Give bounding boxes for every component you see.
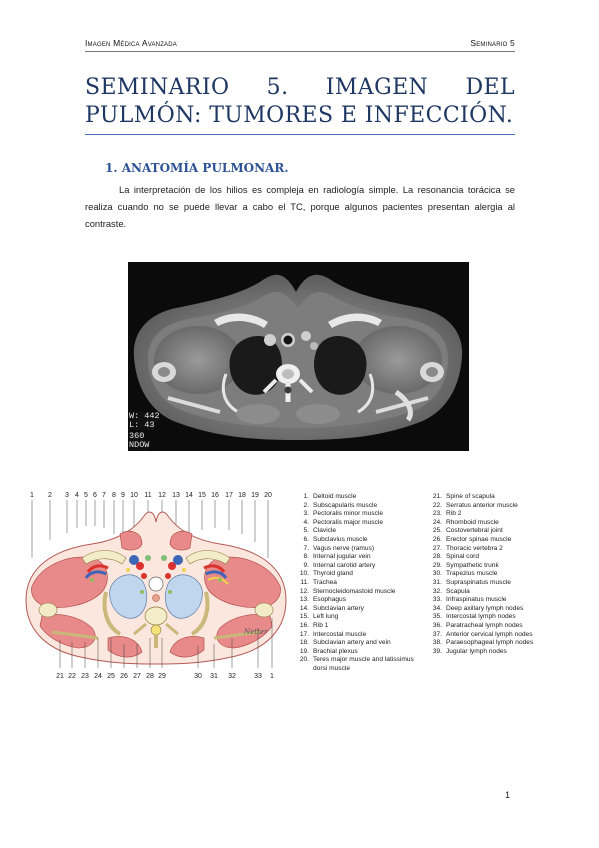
legend-item-number: 10. — [299, 570, 309, 578]
legend-item-number: 21. — [432, 493, 442, 500]
legend-item-text: Esophagus — [313, 596, 346, 604]
diagram-label-top: 18 — [238, 492, 246, 499]
diagram-label-top: 6 — [93, 492, 97, 499]
legend-item — [298, 631, 428, 640]
legend-item-number: 1. — [303, 493, 309, 500]
legend-item-number: 25. — [432, 527, 442, 535]
legend-item — [298, 519, 428, 528]
diagram-label-top: 4 — [75, 492, 79, 499]
legend-item-text: Left lung — [313, 613, 339, 621]
legend-item-number: 18. — [299, 639, 309, 647]
legend-item-text: Subscapularis muscle — [313, 501, 378, 509]
diagram-label-bottom: 31 — [210, 673, 218, 680]
legend-item — [298, 579, 428, 588]
legend-item — [431, 639, 571, 648]
legend-item-text: Subclavius muscle — [313, 535, 368, 543]
legend-item-number: 9. — [303, 561, 309, 569]
legend-item-number: 30. — [432, 570, 442, 578]
diagram-label-bottom: 30 — [194, 673, 202, 680]
diagram-label-top: 20 — [264, 492, 272, 499]
diagram-label-bottom: 26 — [120, 673, 128, 680]
legend-item — [298, 622, 428, 631]
legend-item-number: 39. — [432, 647, 442, 655]
legend-item-number: 26. — [432, 535, 442, 543]
legend-item-text: Paraesophageal lymph nodes — [446, 639, 534, 647]
legend-item-number: 27. — [432, 544, 442, 552]
diagram-label-top: 14 — [185, 492, 193, 499]
header-course-title: Imagen Médica Avanzada — [85, 38, 177, 48]
diagram-label-top: 11 — [144, 492, 152, 499]
section-heading — [105, 161, 289, 175]
legend-item-number: 7. — [303, 544, 309, 552]
legend-column-2 — [431, 493, 571, 656]
legend-item — [431, 579, 571, 588]
legend-item-text: Scapula — [446, 587, 470, 595]
legend-item — [431, 493, 571, 502]
legend-item — [298, 613, 428, 622]
netter-signature: Netter — [244, 628, 268, 636]
diagram-label-top: 9 — [121, 492, 125, 499]
legend-item-text: Brachial plexus — [313, 647, 358, 655]
legend-item-number: 17. — [299, 630, 309, 638]
legend-item — [431, 536, 571, 545]
diagram-label-bottom: 22 — [68, 673, 76, 680]
legend-item — [431, 613, 571, 622]
legend-item — [431, 502, 571, 511]
ct-scan-image — [128, 262, 469, 451]
legend-item-number: 4. — [303, 518, 309, 526]
legend-item-number: 38. — [432, 639, 442, 647]
legend-item — [298, 510, 428, 519]
legend-item-text: Trachea — [313, 578, 337, 586]
diagram-label-bottom: 29 — [158, 673, 166, 680]
legend-item-number: 36. — [432, 621, 442, 629]
ct-window-width: W: 442 — [129, 411, 160, 421]
legend-item-number: 20. — [299, 656, 309, 664]
diagram-label-top: 10 — [130, 492, 138, 499]
title-underline — [85, 134, 515, 135]
legend-item-number: 5. — [303, 527, 309, 535]
legend-item-text: Thoracic vertebra 2 — [446, 544, 503, 552]
legend-item — [298, 545, 428, 554]
diagram-label-top: 13 — [172, 492, 180, 499]
legend-item-number: 32. — [432, 587, 442, 595]
legend-item — [431, 648, 571, 657]
legend-item-text: Intercostal lymph nodes — [446, 613, 516, 621]
legend-item-text: Subclavian artery — [313, 604, 364, 612]
legend-item — [431, 519, 571, 528]
ct-window-level: L: 43 — [129, 420, 155, 430]
legend-item-text: Teres major muscle and latissimus dorsi muscle — [313, 656, 414, 672]
legend-item-text: Pectoralis minor muscle — [313, 510, 383, 518]
diagram-label-top: 19 — [251, 492, 259, 499]
legend-item-text: Vagus nerve (ramus) — [313, 544, 375, 552]
legend-item-text: Clavicle — [313, 527, 337, 535]
diagram-label-bottom: 33 — [254, 673, 262, 680]
diagram-label-top: 7 — [102, 492, 106, 499]
diagram-label-bottom: 23 — [81, 673, 89, 680]
legend-item — [431, 570, 571, 579]
legend-item-text: Anterior cervical lymph nodes — [446, 630, 533, 638]
page-number: 1 — [505, 790, 511, 800]
diagram-label-top: 5 — [84, 492, 88, 499]
body-paragraph: La interpretación de los hilios es compleja en radiología simple. La resonancia torácica se realiza cuando no se puede llevar a cabo el TC, porque algunos pacientes presentan alergia al contraste. — [85, 184, 515, 229]
diagram-label-top: 2 — [48, 492, 52, 499]
diagram-label-top: 1 — [30, 492, 34, 499]
legend-item-number: 19. — [299, 647, 309, 655]
legend-item-number: 11. — [300, 578, 309, 586]
legend-item — [431, 562, 571, 571]
legend-item-number: 3. — [303, 510, 309, 518]
legend-item-text: Rhomboid muscle — [446, 518, 499, 526]
legend-item-number: 24. — [432, 518, 442, 526]
legend-item — [431, 631, 571, 640]
legend-item-number: 12. — [299, 587, 309, 595]
diagram-label-bottom: 24 — [94, 673, 102, 680]
legend-item-number: 8. — [303, 553, 309, 561]
legend-item-text: Paratracheal lymph nodes — [446, 621, 523, 629]
section-title: ANATOMÍA PULMONAR. — [121, 161, 289, 175]
header-seminar: Seminario 5 — [470, 38, 515, 48]
legend-item-number: 13. — [299, 596, 309, 604]
legend-item — [431, 596, 571, 605]
legend-item — [431, 622, 571, 631]
legend-item-number: 34. — [432, 604, 442, 612]
legend-item-number: 37. — [432, 630, 442, 638]
legend-item — [431, 510, 571, 519]
ct-scan-drawing — [128, 262, 469, 451]
legend-item-number: 28. — [432, 553, 442, 561]
legend-item — [298, 562, 428, 571]
legend-item — [431, 545, 571, 554]
legend-item-number: 2. — [303, 501, 309, 509]
legend-item-text: Rib 2 — [446, 510, 462, 518]
legend-item-text: Infraspinatus muscle — [446, 596, 507, 604]
diagram-label-bottom: 21 — [56, 673, 64, 680]
legend-item-text: Jugular lymph nodes — [446, 647, 507, 655]
legend-item-text: Intercostal muscle — [313, 630, 367, 638]
legend-item — [431, 527, 571, 536]
legend-item — [298, 527, 428, 536]
legend-item-number: 22. — [432, 501, 442, 509]
diagram-label-top: 17 — [225, 492, 233, 499]
legend-item-number: 33. — [432, 596, 442, 604]
legend-item — [298, 596, 428, 605]
legend-item — [298, 656, 428, 673]
diagram-label-top: 12 — [158, 492, 166, 499]
legend-item-text: Deep axillary lymph nodes — [446, 604, 524, 612]
legend-item-text: Erector spinae muscle — [446, 535, 512, 543]
legend-item-number: 6. — [303, 535, 309, 543]
ct-slice-info: 360 — [129, 431, 145, 441]
legend-item-number: 31. — [432, 578, 442, 586]
legend-item — [298, 639, 428, 648]
legend-item — [298, 493, 428, 502]
legend-item-number: 29. — [432, 561, 442, 569]
legend-item — [298, 536, 428, 545]
legend-item — [298, 648, 428, 657]
legend-item — [431, 605, 571, 614]
legend-item-text: Costovertebral joint — [446, 527, 503, 535]
legend-item — [298, 502, 428, 511]
diagram-label-bottom: 25 — [107, 673, 115, 680]
section-number: 1. — [105, 161, 118, 175]
header-divider — [85, 51, 515, 52]
legend-item — [431, 553, 571, 562]
diagram-label-top: 15 — [198, 492, 206, 499]
legend-item-text: Sternocleidomastoid muscle — [313, 587, 396, 595]
legend-item-text: Sympathetic trunk — [446, 561, 499, 569]
legend-item-text: Spine of scapula — [446, 493, 495, 500]
legend-item-number: 15. — [299, 613, 309, 621]
legend-item — [298, 588, 428, 597]
legend-item-text: Subclavian artery and vein — [313, 639, 391, 647]
diagram-label-bottom: 27 — [133, 673, 141, 680]
legend-item-text: Deltoid muscle — [313, 493, 357, 500]
legend-item-number: 16. — [299, 621, 309, 629]
legend-item — [431, 588, 571, 597]
legend-item-text: Serratus anterior muscle — [446, 501, 518, 509]
anatomy-cross-section — [22, 488, 290, 684]
document-title: SEMINARIO 5. IMAGEN DEL PULMÓN: TUMORES E INFECCIÓN. — [85, 75, 515, 128]
legend-item-text: Internal jugular vein — [313, 553, 371, 561]
legend-item-number: 14. — [299, 604, 309, 612]
diagram-label-top: 16 — [211, 492, 219, 499]
anatomy-diagram — [22, 488, 290, 684]
ct-window-label: NDOW — [129, 440, 150, 450]
legend-item-text: Trapezius muscle — [446, 570, 498, 578]
diagram-label-top: 3 — [65, 492, 69, 499]
legend-item-number: 23. — [432, 510, 442, 518]
legend-item-text: Internal carotid artery — [313, 561, 376, 569]
legend-item-text: Spinal cord — [446, 553, 479, 561]
legend-column-1 — [298, 493, 428, 673]
legend-item — [298, 553, 428, 562]
diagram-label-top: 8 — [112, 492, 116, 499]
legend-item-text: Thyroid gland — [313, 570, 353, 578]
diagram-label-bottom: 32 — [228, 673, 236, 680]
legend-item — [298, 605, 428, 614]
legend-item-text: Rib 1 — [313, 621, 329, 629]
legend-item-number: 35. — [432, 613, 442, 621]
legend-item-text: Pectoralis major muscle — [313, 518, 383, 526]
legend-item — [298, 570, 428, 579]
legend-item-text: Supraspinatus muscle — [446, 578, 511, 586]
diagram-label-bottom: 1 — [270, 673, 274, 680]
diagram-label-bottom: 28 — [146, 673, 154, 680]
